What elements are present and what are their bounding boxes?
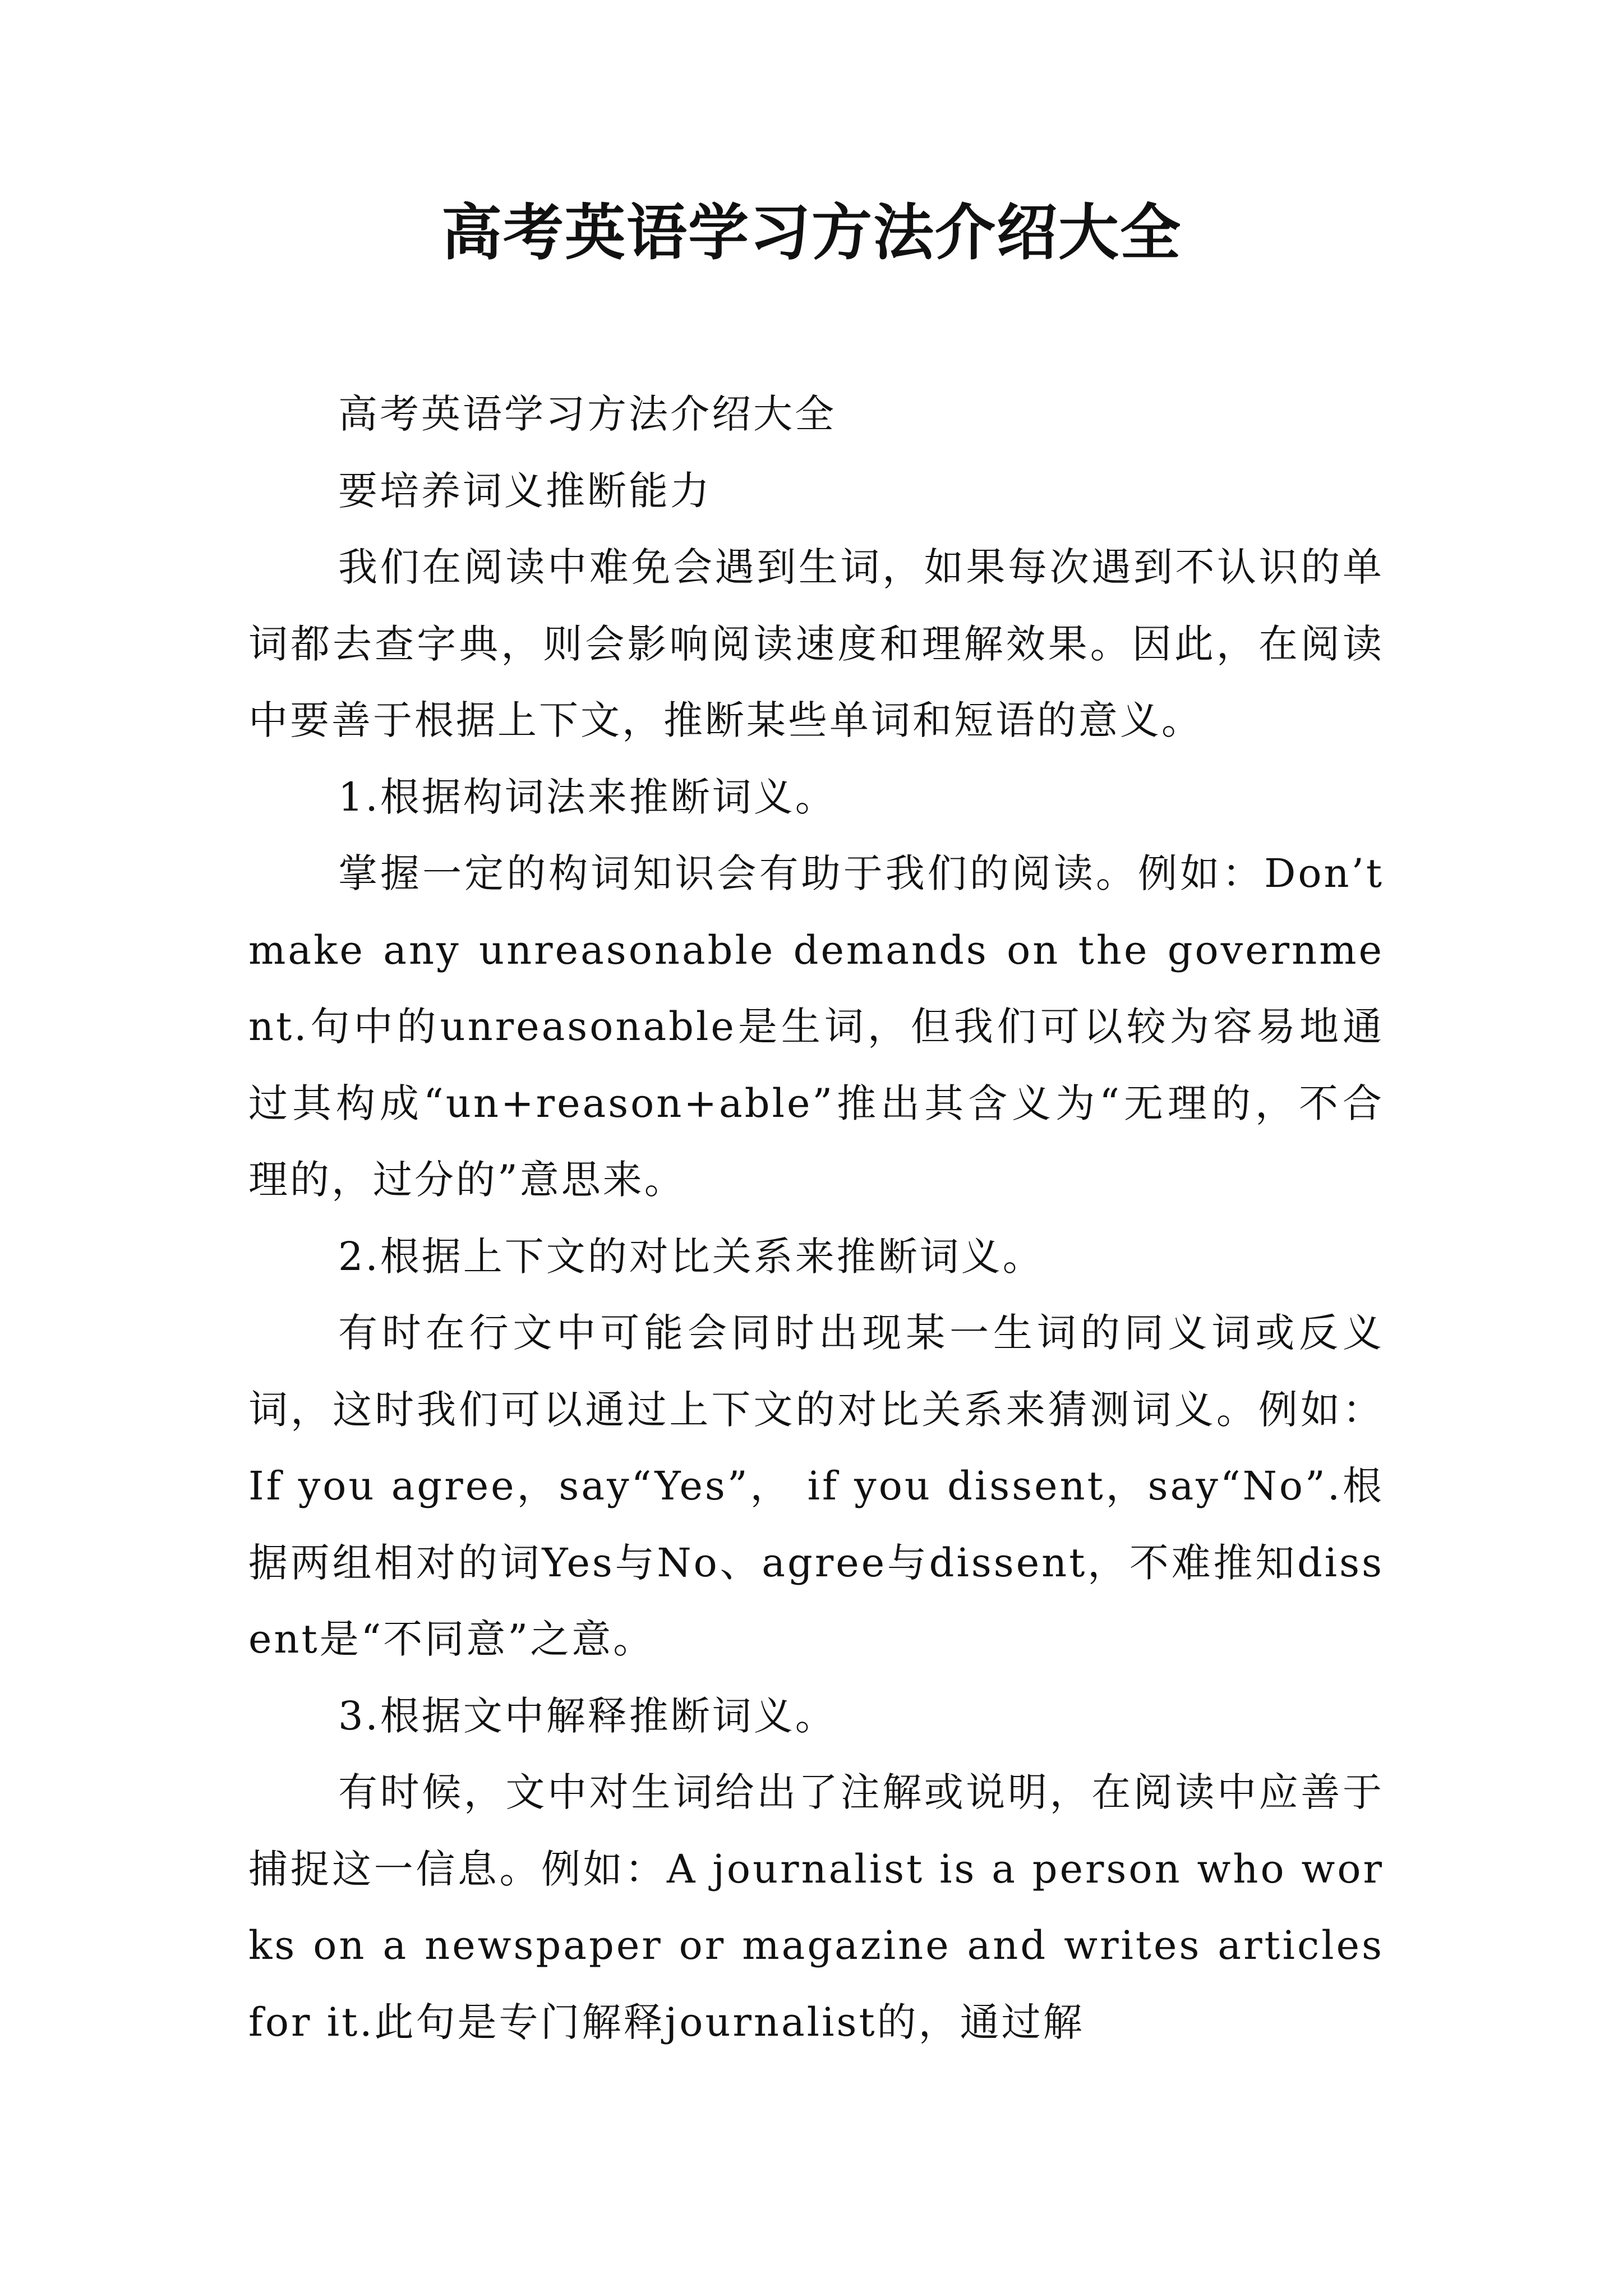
paragraph-section-heading: 要培养词义推断能力: [338, 467, 712, 514]
paragraph-heading-repeat: 高考英语学习方法介绍大全: [338, 391, 836, 437]
paragraph-method-2-heading: 2.根据上下文的对比关系来推断词义。: [338, 1233, 1044, 1280]
paragraph-method-1-body: 掌握一定的构词知识会有助于我们的阅读。例如：Don’t make any unreasonable demands on the government.句中的unreasonable是生词，但我们可以较为容易地通过其构成“un+reason+able”推出其含义为“无理的，不合理的，过分的”意思来。: [248, 850, 1384, 1203]
paragraph-method-3-body: 有时候，文中对生词给出了注解或说明，在阅读中应善于捕捉这一信息。例如：A journalist is a person who works on a newspaper or magazine and writes articles for it.此句是专门解释journalist的，通过解: [248, 1769, 1384, 2045]
document-title: 高考英语学习方法介绍大全: [441, 197, 1182, 268]
paragraph-method-2-body: 有时在行文中可能会同时出现某一生词的同义词或反义词，这时我们可以通过上下文的对比关系来猜测词义。例如：If you agree，say“Yes”， if you dissent，say“No”.根据两组相对的词Yes与No、agree与dissent，不难推知dissent是“不同意”之意。: [248, 1310, 1384, 1662]
document-body: [248, 376, 1384, 2060]
paragraph-method-3-heading: 3.根据文中解释推断词义。: [338, 1692, 837, 1739]
paragraph-method-1-heading: 1.根据构词法来推断词义。: [338, 774, 837, 820]
paragraph-intro: 我们在阅读中难免会遇到生词，如果每次遇到不认识的单词都去查字典，则会影响阅读速度和理解效果。因此，在阅读中要善于根据上下文，推断某些单词和短语的意义。: [248, 544, 1384, 743]
